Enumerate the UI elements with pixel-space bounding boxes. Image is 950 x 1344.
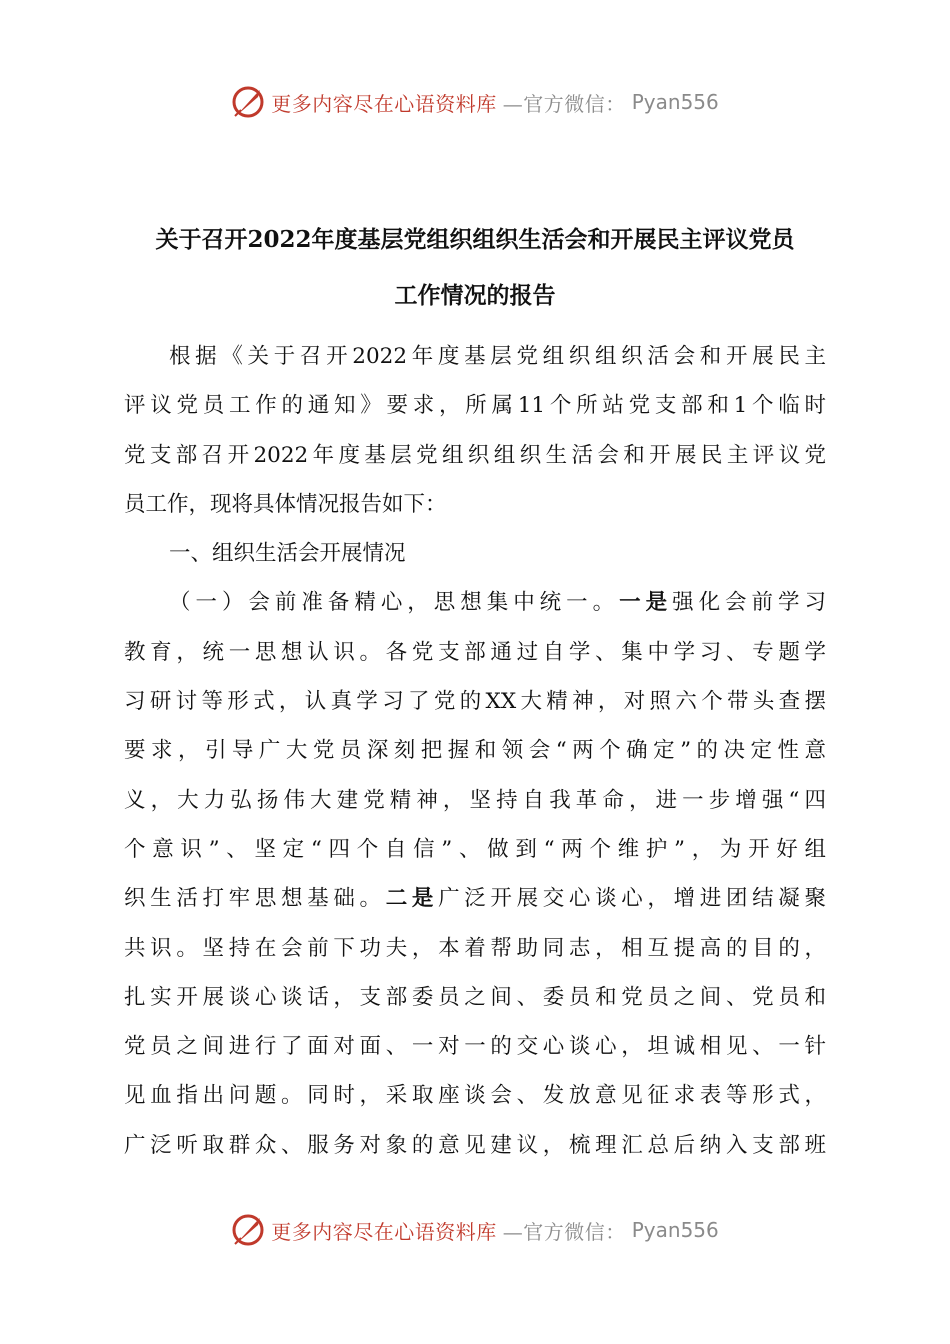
watermark-wechat-id: Pyan556 xyxy=(631,1218,719,1242)
paragraph-2-line-12: 广泛听取群众、服务对象的意见建议，梳理汇总后纳入支部班 xyxy=(124,1132,826,1158)
paragraph-1-line-2: 评议党员工作的通知》要求，所属11个所站党支部和1个临时 xyxy=(124,393,826,419)
watermark-site-text: 更多内容尽在心语资料库 xyxy=(271,91,497,116)
watermark-wechat-label: —官方微信： xyxy=(502,1219,626,1244)
paragraph-2-line-9: 扎实开展谈心谈话，支部委员之间、委员和党员之间、党员和 xyxy=(124,984,826,1010)
paragraph-2-line-6: 个意识”、坚定“四个自信”、做到“两个维护”，为开好组 xyxy=(124,836,826,862)
paragraph-2-line-2: 教育，统一思想认识。各党支部通过自学、集中学习、专题学 xyxy=(124,639,826,665)
paragraph-2-line-1 xyxy=(124,578,826,627)
quill-pen-logo-icon xyxy=(231,85,265,119)
paragraph-2-line-7-start: 织生活打牢思想基础。 xyxy=(124,886,386,912)
document-body xyxy=(124,332,826,1170)
paragraph-2-line-4: 要求，引导广大党员深刻把握和领会“两个确定”的决定性意 xyxy=(124,738,826,764)
watermark-wechat-id: Pyan556 xyxy=(631,90,719,114)
document-title xyxy=(100,212,850,324)
bold-marker-second: 二是 xyxy=(385,886,439,912)
watermark-site-text: 更多内容尽在心语资料库 xyxy=(271,1219,497,1244)
paragraph-2-line-1-rest: 强化会前学习 xyxy=(672,590,826,616)
paragraph-2-line-7 xyxy=(124,874,826,923)
paragraph-2-line-7-rest: 广泛开展交心谈心，增进团结凝聚 xyxy=(438,886,826,912)
paragraph-1-line-4: 员工作，现将具体情况报告如下： xyxy=(124,491,447,517)
title-line-1: 关于召开2022年度基层党组织组织生活会和开展民主评议党员 xyxy=(155,226,795,253)
paragraph-1-line-1: 根据《关于召开2022年度基层党组织组织活会和开展民主 xyxy=(169,344,826,369)
paragraph-2-line-8: 共识。坚持在会前下功夫，本着帮助同志，相互提高的目的， xyxy=(124,935,826,961)
paragraph-2-line-10: 党员之间进行了面对面、一对一的交心谈心，坦诚相见、一针 xyxy=(124,1034,826,1060)
section-heading-1: 一、组织生活会开展情况 xyxy=(169,541,406,567)
watermark-footer xyxy=(0,1210,950,1250)
paragraph-2-line-3: 习研讨等形式，认真学习了党的XX大精神，对照六个带头查摆 xyxy=(124,689,826,715)
watermark-header xyxy=(0,82,950,122)
subheading-1: （一）会前准备精心，思想集中统一。 xyxy=(169,590,620,616)
title-line-2: 工作情况的报告 xyxy=(394,282,556,309)
watermark-wechat-label: —官方微信： xyxy=(502,91,626,116)
paragraph-1-line-3: 党支部召开2022年度基层党组织组织生活会和开展民主评议党 xyxy=(124,442,826,468)
paragraph-2-line-11: 见血指出问题。同时，采取座谈会、发放意见征求表等形式， xyxy=(124,1083,826,1109)
quill-pen-logo-icon xyxy=(231,1213,265,1247)
paragraph-2-line-5: 义，大力弘扬伟大建党精神，坚持自我革命，进一步增强“四 xyxy=(124,787,826,813)
bold-marker-first: 一是 xyxy=(619,590,673,616)
